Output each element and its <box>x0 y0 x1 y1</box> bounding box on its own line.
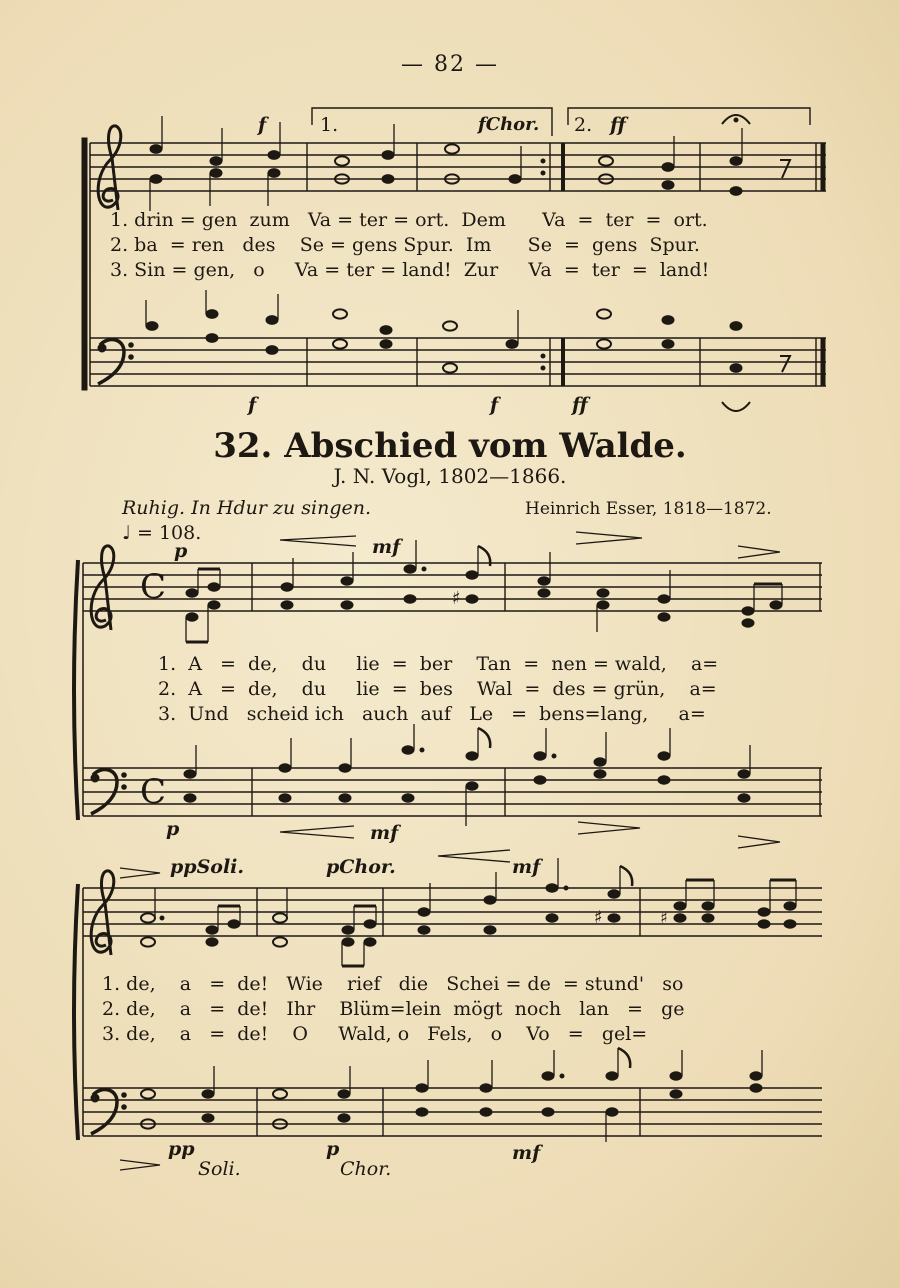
svg-text:C: C <box>140 567 167 607</box>
bass-dynamic-f-2: f <box>490 394 499 416</box>
s2-dynamic-mf: mf <box>512 856 541 878</box>
svg-text:♯: ♯ <box>594 907 603 928</box>
s1-bass-notes <box>184 724 750 826</box>
s2-bass-dynamic-mf: mf <box>512 1142 541 1164</box>
bass-dynamic-ff: ff <box>572 394 588 416</box>
song-poet: J. N. Vogl, 1802—1866. <box>333 464 567 488</box>
s2-bass-notes <box>141 1048 762 1142</box>
treble-clef-icon <box>98 126 121 210</box>
top-lyric-line-1: 1. drin = gen zum Va = ter = ort. Dem Va = ter = ort. <box>110 209 708 231</box>
s1-dynamic-mf: mf <box>372 536 401 558</box>
s1-lyric-line-3: 3. Und scheid ich auch auf Le = bens=lang, a= <box>158 703 706 725</box>
dynamic-ff-top: ff <box>610 114 626 136</box>
s2-bass-dynamic-p: p <box>326 1138 340 1160</box>
s2-bass-soli-label: Soli. <box>198 1158 241 1180</box>
dynamic-chor-top: fChor. <box>478 114 540 135</box>
volta-1-label: 1. <box>320 114 339 136</box>
s2-bass-staff <box>83 1088 822 1136</box>
tempo-marking: Ruhig. In Hdur zu singen. <box>122 497 372 519</box>
top-system-bracket <box>82 138 87 390</box>
svg-text:♯: ♯ <box>660 908 668 927</box>
s1-treble-notes <box>186 540 782 642</box>
svg-text:C: C <box>140 772 167 812</box>
s1-bass-dynamic-p: p <box>166 818 180 840</box>
treble-clef-icon-3 <box>91 871 114 955</box>
metronome-mark: ♩ = 108. <box>122 522 202 544</box>
top-lyric-line-3: 3. Sin = gen, o Va = ter = land! Zur Va = ter = land! <box>110 259 710 281</box>
svg-text:♯: ♯ <box>452 588 461 609</box>
s2-lyric-line-1: 1. de, a = de! Wie rief die Schei = de = stund' so <box>102 973 684 995</box>
s2-lyric-line-2: 2. de, a = de! Ihr Blüm=lein mögt noch lan = ge <box>102 998 685 1020</box>
page-number: — 82 — <box>401 52 499 77</box>
top-lyric-line-2: 2. ba = ren des Se = gens Spur. Im Se = gens Spur. <box>110 234 700 256</box>
s2-bass-chor-label: Chor. <box>340 1158 392 1180</box>
s2-bass-dynamic-pp: pp <box>168 1138 195 1160</box>
volta-2-label: 2. <box>574 114 593 136</box>
s1-dynamic-p: p <box>174 540 188 562</box>
treble-clef-icon-2 <box>91 546 114 630</box>
s2-dynamic-chor: pChor. <box>326 856 396 878</box>
dynamic-f-top: f <box>258 114 267 136</box>
s1-lyric-line-1: 1. A = de, du lie = ber Tan = nen = wald, a= <box>158 653 719 675</box>
bass-dynamic-f-1: f <box>248 394 257 416</box>
top-treble-notes <box>150 115 790 211</box>
song-composer: Heinrich Esser, 1818—1872. <box>525 499 772 519</box>
s2-dynamic-soli: ppSoli. <box>170 856 245 878</box>
s1-bass-dynamic-mf: mf <box>370 822 399 844</box>
s1-lyric-line-2: 2. A = de, du lie = bes Wal = des = grün, a= <box>158 678 717 700</box>
top-bass-staff <box>90 338 826 386</box>
song-title: 32. Abschied vom Walde. <box>213 426 687 466</box>
s2-treble-staff <box>83 888 822 936</box>
s2-lyric-line-3: 3. de, a = de! O Wald, o Fels, o Vo = gel= <box>102 1023 648 1045</box>
